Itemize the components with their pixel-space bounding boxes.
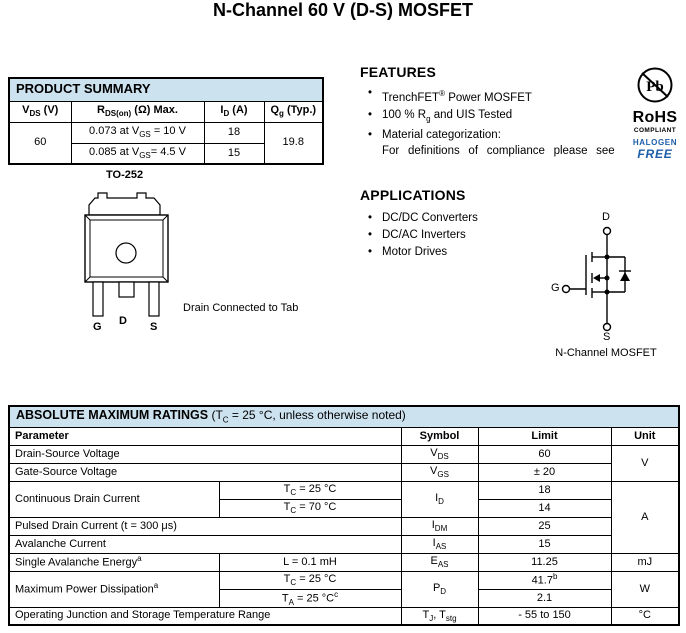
param-cell: Operating Junction and Storage Temperature Range xyxy=(9,607,401,625)
col-header-id: $I_D$ (A) xyxy=(204,101,264,122)
applications-heading: APPLICATIONS xyxy=(360,187,466,203)
symbol-cell: $P_D$ xyxy=(401,571,478,607)
col-header-rdson: $R_{DS(on)}$ (Ω) Max. xyxy=(71,101,204,122)
table-row xyxy=(9,445,679,463)
param-cell: Maximum Power Dissipation$^a$ xyxy=(9,571,219,607)
rohs-label: RoHS xyxy=(632,109,678,126)
list-item: • DC/AC Inverters xyxy=(360,227,628,244)
condition-cell: L = 0.1 mH xyxy=(219,553,401,571)
halogen-label: HALOGEN xyxy=(632,138,678,147)
symbol-caption: N-Channel MOSFET xyxy=(555,347,657,359)
rohs-compliant-label: COMPLIANT xyxy=(633,127,677,134)
package-name: TO-252 xyxy=(106,169,144,181)
package-tab xyxy=(89,193,160,215)
col-header-unit: Unit xyxy=(611,427,679,445)
package-hole xyxy=(116,243,136,263)
source-pin-label: S xyxy=(150,321,158,333)
table-row xyxy=(9,463,679,481)
limit-cell: ± 20 xyxy=(478,463,611,481)
list-item: • Motor Drives xyxy=(360,244,628,261)
unit-cell: mJ xyxy=(611,553,679,571)
table-row xyxy=(9,517,679,535)
symbol-cell: $V_{GS}$ xyxy=(401,463,478,481)
limit-cell: - 55 to 150 xyxy=(478,607,611,625)
drain-tab-note: Drain Connected to Tab xyxy=(183,302,299,314)
param-cell: Single Avalanche Energy$^a$ xyxy=(9,553,219,571)
halogen-free-label: FREE xyxy=(637,147,673,161)
param-cell: Gate-Source Voltage xyxy=(9,463,401,481)
symbol-cell: $E_{AS}$ xyxy=(401,553,478,571)
param-cell: Avalanche Current xyxy=(9,535,401,553)
table-row xyxy=(9,553,679,571)
condition-cell: $T_C = 70$ °C xyxy=(219,499,401,517)
mosfet-symbol-icon xyxy=(540,205,650,340)
unit-cell: W xyxy=(611,571,679,607)
condition-cell: $T_C = 25$ °C xyxy=(219,481,401,499)
list-item: • 100 % $R_g$ and UIS Tested xyxy=(360,107,628,127)
col-header-qg: $Q_g$ (Typ.) xyxy=(264,101,323,122)
drain-lead xyxy=(119,282,134,297)
col-header-vds: $V_{DS}$ (V) xyxy=(9,101,71,122)
condition-cell: $T_A = 25$ $^\circ C^c$ xyxy=(219,589,401,607)
unit-cell: °C xyxy=(611,607,679,625)
features-continuation: For definitions of compliance please see xyxy=(382,145,615,158)
abs-max-title-text: ABSOLUTE MAXIMUM RATINGS xyxy=(16,408,209,423)
col-header-symbol: Symbol xyxy=(401,427,478,445)
page-title: N-Channel 60 V (D-S) MOSFET xyxy=(212,0,473,20)
limit-cell: 41.7$^b$ xyxy=(478,571,611,589)
param-cell: Continuous Drain Current xyxy=(9,481,219,517)
table-row xyxy=(9,607,679,625)
list-item: • Material categorization: xyxy=(360,127,628,144)
gate-pin-label: G xyxy=(93,321,102,333)
table-row xyxy=(9,481,679,499)
id-value: 15 xyxy=(204,143,264,164)
vds-value: 60 xyxy=(9,122,71,164)
table-row xyxy=(9,535,679,553)
list-item: • TrenchFET® Power MOSFET xyxy=(360,85,628,107)
features-section xyxy=(360,64,628,158)
param-cell: Pulsed Drain Current (t = 300 μs) xyxy=(9,517,401,535)
limit-cell: 25 xyxy=(478,517,611,535)
abs-max-title-note: ($T_C = 25$ °C, unless otherwise noted) xyxy=(208,408,406,425)
id-value: 18 xyxy=(204,122,264,143)
symbol-gate-label: G xyxy=(551,282,560,294)
table-row xyxy=(9,122,323,143)
product-summary-title: PRODUCT SUMMARY xyxy=(9,78,323,101)
table-row xyxy=(9,571,679,589)
col-header-parameter: Parameter xyxy=(9,427,401,445)
limit-cell: 2.1 xyxy=(478,589,611,607)
condition-cell: $T_C = 25$ °C xyxy=(219,571,401,589)
unit-cell: V xyxy=(611,445,679,481)
unit-cell: A xyxy=(611,481,679,553)
abs-max-title xyxy=(9,406,679,427)
pb-free-icon xyxy=(628,66,682,104)
limit-cell: 18 xyxy=(478,481,611,499)
absolute-maximum-ratings-table xyxy=(8,405,680,626)
param-cell: Drain-Source Voltage xyxy=(9,445,401,463)
limit-cell: 11.25 xyxy=(478,553,611,571)
rdson-value: 0.073 at $V_{GS} = 10$ V xyxy=(71,122,204,143)
compliance-badge xyxy=(628,66,682,161)
rdson-value: 0.085 at $V_{GS}= 4.5$ V xyxy=(71,143,204,164)
qg-value: 19.8 xyxy=(264,122,323,164)
product-summary-table xyxy=(8,77,324,165)
symbol-cell: $T_J$, $T_{stg}$ xyxy=(401,607,478,625)
list-item: • DC/DC Converters xyxy=(360,210,628,227)
gate-lead xyxy=(93,282,103,316)
drain-pin-label: D xyxy=(119,315,127,327)
limit-cell: 60 xyxy=(478,445,611,463)
symbol-cell: $I_{DM}$ xyxy=(401,517,478,535)
source-lead xyxy=(149,282,159,316)
symbol-drain-label: D xyxy=(602,211,610,223)
symbol-cell: $I_D$ xyxy=(401,481,478,517)
limit-cell: 14 xyxy=(478,499,611,517)
symbol-source-label: S xyxy=(603,331,611,343)
symbol-cell: $I_{AS}$ xyxy=(401,535,478,553)
svg-text:Pb: Pb xyxy=(646,79,664,95)
symbol-cell: $V_{DS}$ xyxy=(401,445,478,463)
col-header-limit: Limit xyxy=(478,427,611,445)
features-heading: FEATURES xyxy=(360,64,437,80)
limit-cell: 15 xyxy=(478,535,611,553)
